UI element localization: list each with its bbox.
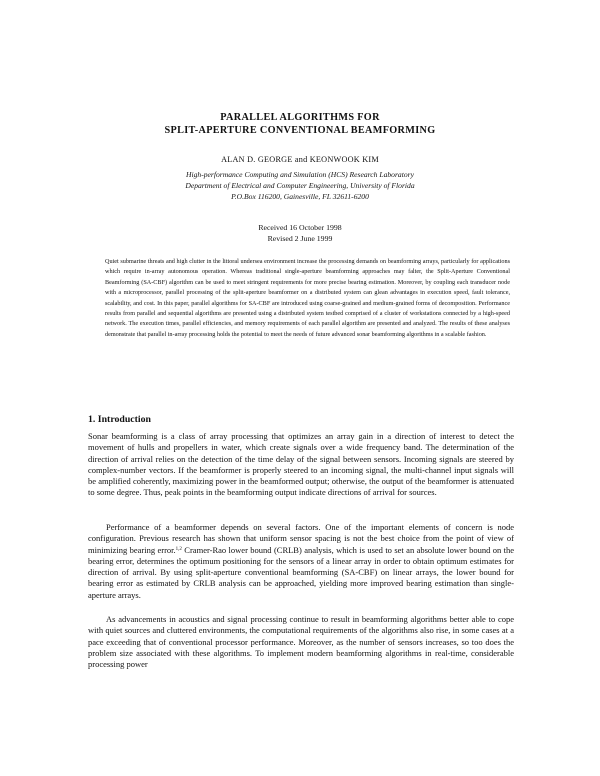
intro-paragraph-3: As advancements in acoustics and signal processing continue to result in beamforming algorithms better able to cope with quiet sources and cluttered environments, the computational requirements of the algorithms also rise, in some cases at a pace exceeding that of conventional processor performance. Moreover, as the number of sensors increases, so too does the problem size associated with these algorithms. To implement modern beamforming algorithms in real-time, considerable processing power xyxy=(88,614,514,670)
section-heading-introduction: 1. Introduction xyxy=(88,414,151,425)
intro-paragraph-1: Sonar beamforming is a class of array processing that optimizes an array gain in a direction of interest to detect the movement of hulls and propellers in water, which create signals over a wide frequency band. The determination of the direction of arrival relies on the detection of the time delay of the signal between sensors. Incoming signals are steered by complex-number vectors. If the beamformer is properly steered to an incoming signal, the multi-channel input signals will be amplified coherently, maximizing power in the beamformed output; otherwise, the output of the beamformer is attenuated to some degree. Thus, peak points in the beamforming output indicate directions of arrival for sources. xyxy=(88,431,514,498)
intro-paragraph-2-text-a: Performance of a beamformer depends on several factors. One of the important elements of concern is node configuration. Previous research has shown that uniform sensor spacing is not the best choice from the point of view of minimizing bearing error. xyxy=(88,522,514,555)
received-date: Received 16 October 1998 xyxy=(258,223,342,232)
affiliation-address: P.O.Box 116200, Gainesville, FL 32611-6200 xyxy=(231,192,369,201)
intro-paragraph-2-text-b: Cramer-Rao lower bound (CRLB) analysis, which is used to set an absolute lower bound on the bearing error, determines the optimum positioning for the sensors of a linear array in order to obtain optimum estimates for direction of arrival. By using split-aperture conventional beamforming (SA-CBF) on linear arrays, the lower bound for bearing error as estimated by CRLB analysis can be approached, yielding more improved bearing estimation than single-aperture arrays. xyxy=(88,544,514,600)
abstract: Quiet submarine threats and high clutter in the littoral undersea environment increase the processing demands on beamforming arrays, particularly for applications which require in-array autonomous operation. Whereas traditional single-aperture beamforming approaches may falter, the Split-Aperture Conventional Beamforming (SA-CBF) algorithm can be used to meet stringent requirements for more precise bearing estimation. Moreover, by coupling each transducer node with a microprocessor, parallel processing of the split-aperture beamformer on a distributed system can glean advantages in execution speed, fault tolerance, scalability, and cost. In this paper, parallel algorithms for SA-CBF are introduced using coarse-grained and medium-grained forms of decomposition. Performance results from parallel and sequential algorithms are presented using a distributed system testbed comprised of a cluster of workstations connected by a high-speed network. The execution times, parallel efficiencies, and memory requirements of each parallel algorithm are presented and analyzed. The results of these analyses demonstrate that parallel in-array processing holds the potential to meet the needs of future advanced sonar beamforming algorithms in a scalable fashion. xyxy=(105,258,510,338)
paper-title-line-1: PARALLEL ALGORITHMS FOR xyxy=(220,112,380,123)
author-names: ALAN D. GEORGE and KEONWOOK KIM xyxy=(221,155,379,164)
intro-paragraph-2 xyxy=(88,522,514,601)
affiliation-department: Department of Electrical and Computer Engineering, University of Florida xyxy=(185,181,415,190)
revised-date: Revised 2 June 1999 xyxy=(267,234,333,243)
paper-title-line-2: SPLIT-APERTURE CONVENTIONAL BEAMFORMING xyxy=(164,125,436,136)
citation-superscript: 1,2 xyxy=(175,546,182,552)
affiliation-lab: High-performance Computing and Simulation (HCS) Research Laboratory xyxy=(186,170,414,179)
